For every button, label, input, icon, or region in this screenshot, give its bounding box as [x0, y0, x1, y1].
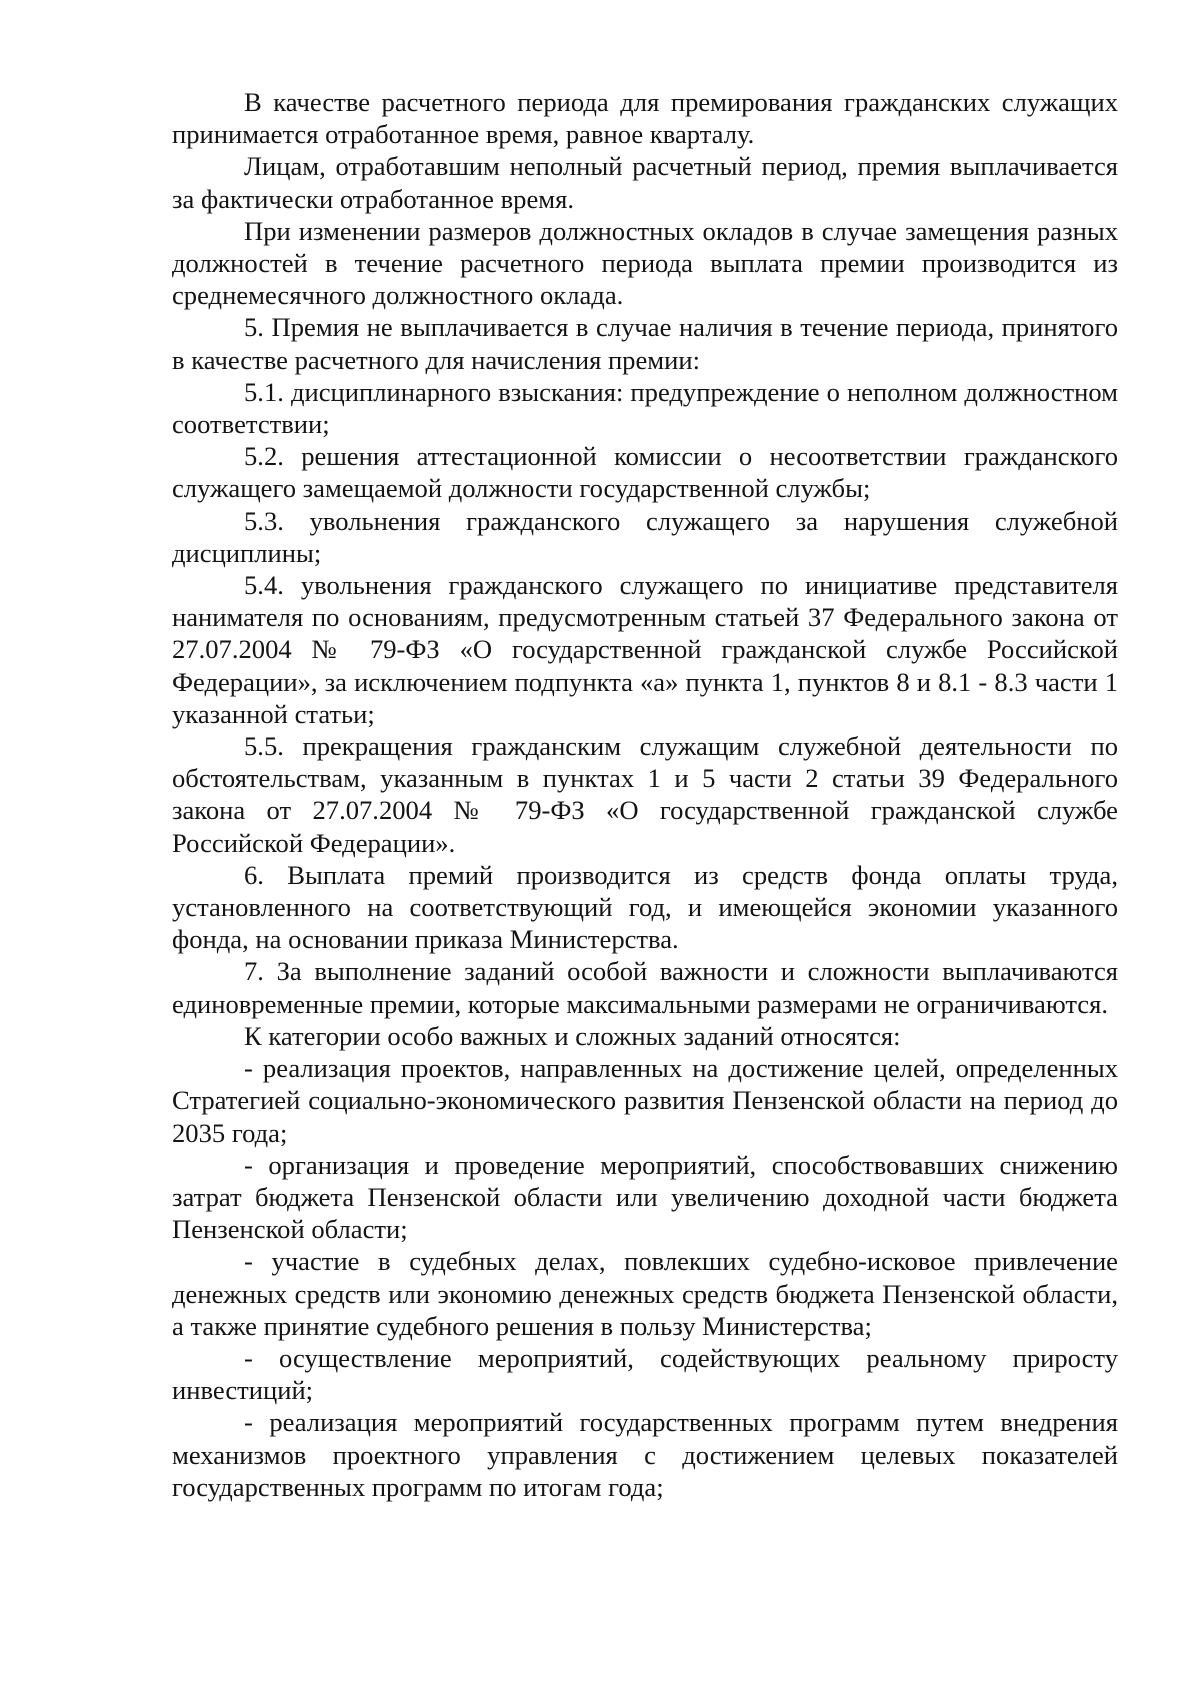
paragraph-incomplete-period: Лицам, отработавшим неполный расчетный период, премия выплачивается за фактически отработанное время.	[172, 151, 1118, 214]
document-body	[172, 86, 1118, 1503]
paragraph-item-5-1: 5.1. дисциплинарного взыскания: предупреждение о неполном должностном соответствии;	[172, 376, 1118, 440]
list-item-state-programs: - реализация мероприятий государственных программ путем внедрения механизмов проектного управления с достижением целевых показателей государственных программ по итогам года;	[172, 1407, 1118, 1502]
list-item-budget-events: - организация и проведение мероприятий, способствовавших снижению затрат бюджета Пензенской области или увеличению доходной части бюджета Пензенской области;	[172, 1149, 1118, 1245]
paragraph-item-6: 6. Выплата премий производится из средств фонда оплаты труда, установленного на соответствующий год, и имеющейся экономии указанного фонда, на основании приказа Министерства.	[172, 859, 1118, 955]
paragraph-item-5-5: 5.5. прекращения гражданским служащим служебной деятельности по обстоятельствам, указанным в пунктах 1 и 5 части 2 статьи 39 Федерального закона от 27.07.2004 № 79-ФЗ «О государственной гражданской службе Российской Федерации».	[172, 731, 1118, 858]
paragraph-task-categories: К категории особо важных и сложных заданий относятся:	[244, 1020, 901, 1051]
list-item-strategy-projects: - реализация проектов, направленных на достижение целей, определенных Стратегией социально-экономического развития Пензенской области на период до 2035 года;	[172, 1053, 1118, 1148]
paragraph-salary-change: При изменении размеров должностных окладов в случае замещения разных должностей в течение расчетного периода выплата премии производится из среднемесячного должностного оклада.	[172, 215, 1118, 311]
list-item-court-cases: - участие в судебных делах, повлекших судебно-исковое привлечение денежных средств или экономию денежных средств бюджета Пензенской области, а также принятие судебного решения в пользу Министерства;	[172, 1246, 1118, 1341]
paragraph-item-5-4: 5.4. увольнения гражданского служащего по инициативе представителя нанимателя по основаниям, предусмотренным статьей 37 Федерального закона от 27.07.2004 № 79-ФЗ «О государственной гражданской службе Российской Федерации», за исключением подпункта «а» пункта 1, пунктов 8 и 8.1 - 8.3 части 1 указанной статьи;	[172, 570, 1118, 729]
paragraph-item-7: 7. За выполнение заданий особой важности и сложности выплачиваются единовременные премии, которые максимальными размерами не ограничиваются.	[172, 956, 1118, 1019]
paragraph-item-5-3: 5.3. увольнения гражданского служащего за нарушения служебной дисциплины;	[172, 505, 1118, 568]
paragraph-settlement-period: В качестве расчетного периода для премирования гражданских служащих принимается отработанное время, равное кварталу.	[172, 87, 1118, 150]
paragraph-item-5: 5. Премия не выплачивается в случае наличия в течение периода, принятого в качестве расчетного для начисления премии:	[172, 312, 1118, 375]
list-item-investments: - осуществление мероприятий, содействующих реальному приросту инвестиций;	[172, 1342, 1118, 1406]
paragraph-item-5-2: 5.2. решения аттестационной комиссии о несоответствии гражданского служащего замещаемой должности государственной службы;	[172, 441, 1118, 504]
